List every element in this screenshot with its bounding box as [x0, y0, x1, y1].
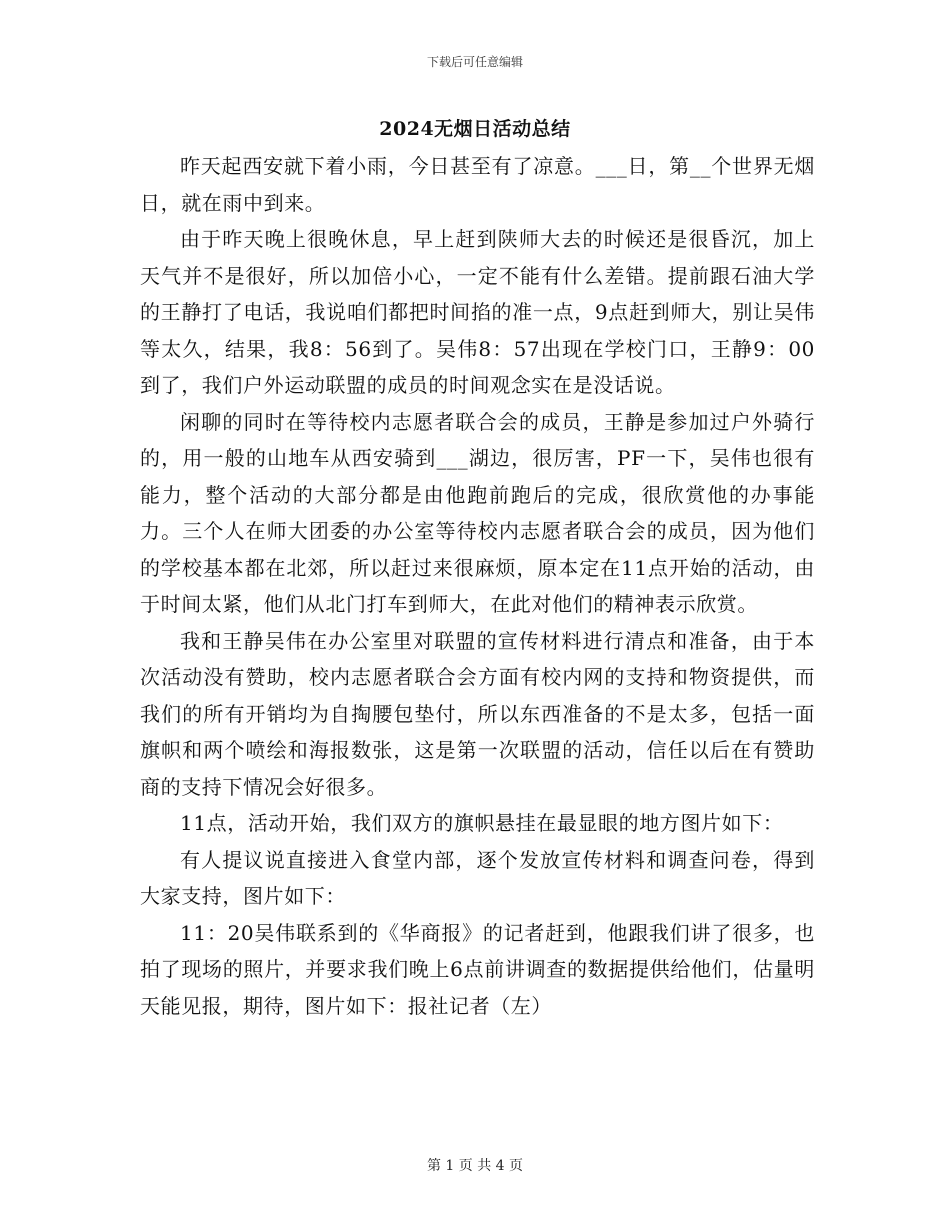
- paragraph: 昨天起西安就下着小雨，今日甚至有了凉意。___日，第__个世界无烟日，就在雨中到来。: [140, 154, 815, 215]
- paragraph: 有人提议说直接进入食堂内部，逐个发放宣传材料和调查问卷，得到大家支持，图片如下：: [140, 847, 815, 908]
- page-footer: 第 1 页 共 4 页: [426, 1158, 524, 1174]
- document-body: [140, 148, 815, 1024]
- paragraph: 闲聊的同时在等待校内志愿者联合会的成员，王静是参加过户外骑行的，用一般的山地车从西安骑到___湖边，很厉害，PF一下，吴伟也很有能力，整个活动的大部分都是由他跑前跑后的完成，很欣赏他的办事能力。三个人在师大团委的办公室等待校内志愿者联合会的成员，因为他们的学校基本都在北郊，所以赶过来很麻烦，原本定在11点开始的活动，由于时间太紧，他们从北门打车到师大，在此对他们的精神表示欣赏。: [140, 409, 815, 616]
- paragraph: 11点，活动开始，我们双方的旗帜悬挂在最显眼的地方图片如下：: [180, 811, 784, 835]
- page-header: 下载后可任意编辑: [426, 55, 523, 69]
- paragraph: 我和王静吴伟在办公室里对联盟的宣传材料进行清点和准备，由于本次活动没有赞助，校内志愿者联合会方面有校内网的支持和物资提供，而我们的所有开销均为自掏腰包垫付，所以东西准备的不是太多，包括一面旗帜和两个喷绘和海报数张，这是第一次联盟的活动，信任以后在有赞助商的支持下情况会好很多。: [140, 628, 815, 799]
- document-title: 2024无烟日活动总结: [379, 118, 571, 140]
- paragraph: 11：20吴伟联系到的《华商报》的记者赶到，他跟我们讲了很多，也拍了现场的照片，并要求我们晚上6点前讲调查的数据提供给他们，估量明天能见报，期待，图片如下：报社记者（左）: [140, 920, 815, 1018]
- paragraph: 由于昨天晚上很晚休息，早上赶到陕师大去的时候还是很昏沉，加上天气并不是很好，所以加倍小心，一定不能有什么差错。提前跟石油大学的王静打了电话，我说咱们都把时间掐的准一点，9点赶到师大，别让吴伟等太久，结果，我8：56到了。吴伟8：57出现在学校门口，王静9：00到了，我们户外运动联盟的成员的时间观念实在是没话说。: [140, 227, 815, 397]
